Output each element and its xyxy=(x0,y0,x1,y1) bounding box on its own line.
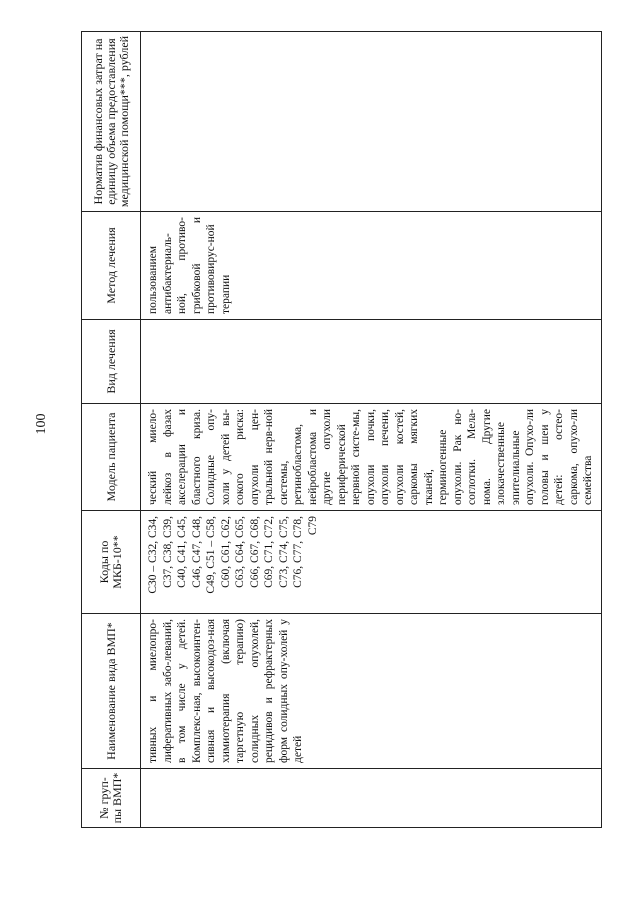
cell-cost-standard xyxy=(141,32,602,212)
cell-patient-model: ческий миело-лейкоз в фазах акселерации и бластного криза. Солидные опу-холи у детей вы-сокого риска: опухоли цен-тральной нерв-ной системы, ретинобластома, нейробластома и другие опухоли периферической нервной систе-мы, опухоли почки, опухоли печени, опухоли костей, саркомы мягких тканей, герминогенные опухоли. Рак но-соглотки. Мела-нома. Другие злокачественные эпителиальные опухоли. Опухо-ли головы и шеи у детей: остео-саркома, опухо-ли семейства xyxy=(141,404,602,511)
header-treatment-type: Вид лечения xyxy=(82,320,141,404)
page-number: 100 xyxy=(34,413,49,435)
header-patient-model: Модель пациента xyxy=(82,404,141,511)
header-group-number: № груп-пы ВМП* xyxy=(82,769,141,828)
header-vmp-type: Наименование вида ВМП* xyxy=(82,614,141,769)
header-cost-standard: Норматив финансовых затрат на единицу объема предоставления медицинской помощи***, рублей xyxy=(82,32,141,212)
header-icd-codes: Коды по МКБ-10** xyxy=(82,511,141,614)
rotated-table-container xyxy=(81,32,594,828)
cell-treatment-type xyxy=(141,320,602,404)
vmp-table xyxy=(81,31,602,828)
cell-icd-codes: C30 – C32, C34, C37, C38, C39, C40, C41, C45, C46, C47, C48, C49, C51 – C58, C60, C61, C62, C63, C64, C65, C66, C67, C68, C69, C71, C72, C73, C74, C75, C76, C77, C78, C79 xyxy=(141,511,602,614)
cell-treatment-method: пользованием антибактериаль-ной, противо-грибковой и противовирус-ной терапии xyxy=(141,212,602,320)
cell-vmp-type: тивных и миелопро-лиферативных забо-леваний, в том числе у детей. Комплекс-ная, высокоинтен-сивная и высокодоз-ная химиотерапия (включая таргетную терапию) солидных опухолей, рецидивов и рефрактерных форм солидных опу-холей у детей xyxy=(141,614,602,769)
table-row xyxy=(141,32,602,828)
header-treatment-method: Метод лечения xyxy=(82,212,141,320)
table-header-row xyxy=(82,32,141,828)
cell-group-number xyxy=(141,769,602,828)
